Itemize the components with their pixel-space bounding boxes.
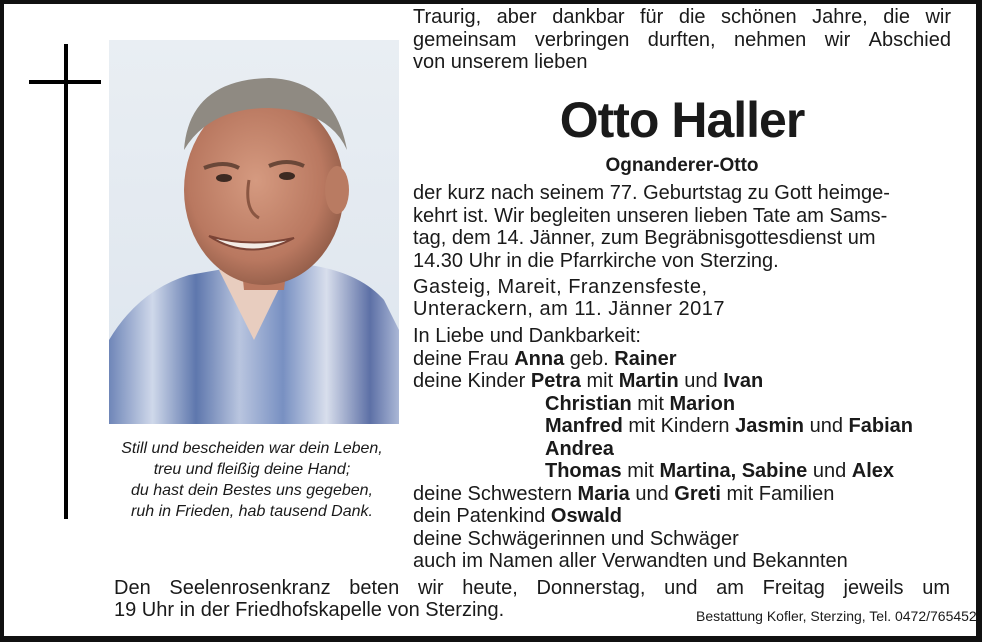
rosary-text: Den Seelenrosenkranz beten wir heute, Donnerstag, und am Freitag jeweils um: [114, 577, 950, 599]
word: für: [639, 6, 664, 28]
word: Jahre,: [812, 6, 868, 28]
name: Alex: [851, 460, 895, 482]
deceased-name: Otto Haller: [559, 92, 805, 148]
name: Thomas: [545, 460, 622, 482]
text: mit: [586, 370, 614, 392]
text: mit Kindern: [628, 415, 730, 437]
verse-line: treu und fleißig deine Hand;: [153, 461, 351, 478]
word: durften,: [647, 28, 716, 51]
name: Martin: [618, 370, 679, 392]
announcement-line: tag, dem 14. Jänner, zum Begräbnisgottesdienst um: [413, 227, 876, 249]
memorial-verse: [102, 438, 402, 522]
funeral-announcement: [413, 182, 890, 272]
mourner-godchild: [413, 505, 913, 528]
word: Abschied: [868, 28, 951, 51]
word: wir: [925, 6, 951, 28]
text: mit Familien: [726, 482, 835, 505]
word: wir: [824, 28, 851, 51]
text: und: [635, 482, 669, 505]
text: dein Patenkind: [413, 505, 546, 527]
mourner-others: auch im Namen aller Verwandten und Bekannten: [413, 550, 848, 572]
place-and-date: [413, 276, 725, 320]
mourners-list: [413, 325, 913, 573]
deceased-nickname: Ognanderer-Otto: [605, 155, 759, 176]
mourner-children: [413, 370, 913, 393]
obituary-notice: [4, 4, 976, 636]
text: deine Kinder: [413, 370, 526, 392]
rosary-line: 19 Uhr in der Friedhofskapelle von Sterzing.: [114, 599, 505, 621]
intro-line: [413, 6, 951, 29]
name: Manfred: [545, 415, 623, 437]
text: und: [809, 415, 843, 437]
text: und: [684, 370, 718, 392]
text: mit: [627, 460, 654, 482]
portrait-photo: [109, 40, 399, 424]
cross-icon-bar: [29, 80, 101, 84]
word: gemeinsam: [413, 28, 517, 51]
mourner-child: [413, 393, 913, 416]
name: Marion: [669, 392, 736, 415]
mourner-child: [413, 438, 913, 461]
cross-icon: [64, 44, 68, 519]
name: Jasmin: [735, 415, 805, 437]
mourner-child: [413, 415, 913, 438]
text: deine Schwestern: [413, 482, 572, 505]
verse-line: ruh in Frieden, hab tausend Dank.: [131, 503, 373, 520]
word: dankbar: [552, 6, 625, 28]
place-line: Unterackern, am 11. Jänner 2017: [413, 298, 725, 320]
announcement-line: 14.30 Uhr in die Pfarrkirche von Sterzing.: [413, 249, 779, 272]
word: aber: [496, 6, 537, 28]
name: Martina, Sabine: [659, 460, 808, 482]
name: Andrea: [545, 437, 614, 460]
text: geb.: [569, 347, 609, 370]
intro-line: [413, 29, 951, 52]
word: die: [678, 6, 706, 28]
mourner-sisters: [413, 483, 913, 506]
word: verbringen: [534, 28, 630, 51]
announcement-line: kehrt ist. Wir begleiten unseren lieben Tate am Sams-: [413, 204, 888, 227]
word: die: [883, 6, 910, 28]
name: Ivan: [723, 370, 764, 392]
name: Petra: [530, 370, 581, 392]
verse-line: Still und bescheiden war dein Leben,: [121, 440, 383, 457]
text: deine Frau: [413, 347, 509, 370]
name: Anna: [514, 347, 565, 370]
intro-text: [413, 6, 951, 74]
intro-line: von unserem lieben: [413, 51, 588, 73]
text: und: [812, 460, 847, 482]
name: Christian: [545, 392, 632, 415]
word: nehmen: [734, 28, 807, 51]
name: Maria: [577, 482, 630, 505]
mourners-heading: In Liebe und Dankbarkeit:: [413, 325, 641, 347]
mourner-inlaws: deine Schwägerinnen und Schwäger: [413, 527, 739, 550]
word: schönen: [721, 6, 797, 28]
portrait-illustration: [109, 40, 399, 424]
announcement-line: der kurz nach seinem 77. Geburtstag zu Gott heimge-: [413, 182, 890, 204]
word: Traurig,: [413, 6, 482, 28]
name: Fabian: [848, 415, 913, 437]
name: Rainer: [614, 347, 677, 370]
mourner-child: [413, 460, 913, 483]
text: mit: [637, 392, 664, 415]
funeral-home: Bestattung Kofler, Sterzing, Tel. 0472/765452: [696, 608, 977, 624]
name: Oswald: [550, 505, 623, 527]
rosary-line: [114, 577, 950, 599]
name: Greti: [674, 482, 721, 505]
mourner-wife: [413, 348, 913, 371]
verse-line: du hast dein Bestes uns gegeben,: [131, 482, 373, 499]
place-line: Gasteig, Mareit, Franzensfeste,: [413, 276, 708, 298]
